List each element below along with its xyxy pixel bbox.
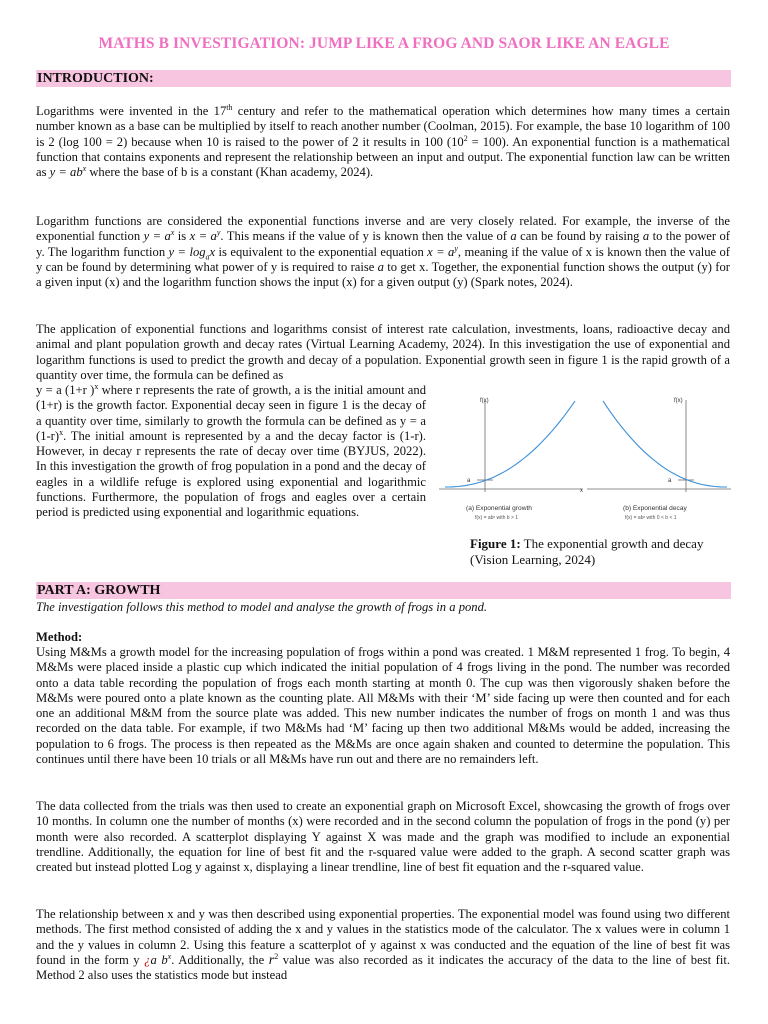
intro-p4-bsup: x [59,427,64,437]
intro-p2-h: to get x. Together, the exponential function shows the output (y) for a given input (x) and the logarithm function shows the input (x) for a given output (y) (Spark notes, 2024). [36,259,730,290]
intro-p2-f4: x = a [427,244,455,259]
intro-p2-d: can be found by raising [516,229,643,244]
part-a-p3-r-sup: 2 [274,951,279,961]
left-a-label: a [467,478,471,484]
introduction-heading: INTRODUCTION: [36,70,731,87]
growth-caption-title: (a) Exponential growth [466,505,532,512]
intro-p1-formula: y = ab [49,165,83,180]
intro-p2-c: . This means if the value of y is known then the value of [220,229,511,244]
x-axis-label: x [580,488,583,494]
right-a-label: a [668,478,672,484]
intro-paragraph-2 [36,214,730,290]
part-a-p3-a: The relationship between x and y was then described using exponential properties. The exponential model was found using two different methods. The first method consisted of adding the x and y values in the statistics mode of the calculator. The x values were in column 1 and the y values in column 2. Using this feature a scatterplot of y against x was conducted and the equation of the line of best fit was found in the form y [36,907,730,967]
left-axis-label: f(x) [480,398,489,404]
right-axis-label: f(x) [674,398,683,404]
intro-p2-f2sup: y [216,228,221,238]
intro-p4-asup: x [94,381,99,391]
page-title: MATHS B INVESTIGATION: JUMP LIKE A FROG AND SAOR LIKE AN EAGLE [98,35,670,52]
intro-p2-f3sub: a [205,252,210,262]
intro-p4-b: where r represents the rate of growth, a is the initial amount and (1+r) is the growth factor. Exponential decay seen in figure 1 is the decay of a quantity over time, similarly to growth the formula can be defined as y = a (1-r) [36,383,426,443]
intro-p2-ai2: a [642,229,650,244]
intro-p2-a: Logarithm functions are considered the exponential functions inverse and are very closely related. For example, the inverse of the exponential function [36,214,730,244]
intro-p2-f2: x = a [189,229,217,244]
intro-p2-f4sup: y [454,243,458,253]
part-a-paragraph-3 [36,907,730,983]
part-a-p3-r: r [268,952,275,968]
intro-paragraph-1 [36,104,730,180]
part-a-p3-q: ¿ [144,952,151,967]
intro-p1-sup: th [226,102,233,112]
intro-p1-text-c: = 100). An exponential function is a mathematical function that contains exponents and represent the relationship between an input and output. The exponential function law can be written as [36,134,730,180]
method-paragraph: Using M&Ms a growth model for the increasing population of frogs within a pond was created. 1 M&M represented 1 frog. To begin, 4 M&Ms were placed inside a plastic cup which indicated the initial population of 4 frogs living in the pond. The number was recorded onto a data table recording the population of frogs each month starting at month 0. The cup was then vigorously shaken before the M&Ms were poured onto a plate known as the counting plate. All M&Ms with their ‘M’ side facing up were then counted and for each one an additional M&M from the source plate was added. This new number indicates the number of frogs on month 1 and was thus recorded on the data table. For example, if two M&Ms had ‘M’ facing up then two additional M&Ms would be added, increasing the population to 6 frogs. The process is then repeated as the M&Ms are once again shaken and counted to determine the population. This continues until there have been 10 trials or all M&Ms have run out and there are no remainders left. [36,645,730,767]
intro-p2-f3: y = log [168,244,206,259]
part-a-heading: PART A: GROWTH [36,582,731,599]
intro-p2-f1sup: x [170,228,175,238]
intro-p1-sup2: 2 [463,133,468,143]
intro-p2-e: to the power of y. The logarithm function [36,229,730,259]
intro-p2-g: , meaning if the value of x is known then the value of y can be found by determining what power of y is required to raise [36,244,730,274]
part-a-p3-formula: a b [150,952,168,967]
part-a-p3-c: value was also recorded as it indicates the accuracy of the data to the line of best fit. Method 2 also uses the statistics mode but instead [36,952,730,983]
intro-p1-text-a: Logarithms were invented in the 17 [36,104,227,118]
decay-curve [603,401,727,487]
intro-p4-a: y = a (1+r ) [36,383,95,397]
intro-paragraph-4 [36,383,426,521]
part-a-p3-b: . Additionally, the [171,952,269,967]
growth-caption-sub: f(x) = abˣ with b > 1 [475,515,519,521]
part-a-p3-formula-sup: x [167,951,172,961]
figure-1-caption [470,536,740,568]
intro-p1-formula-sup: x [82,164,87,173]
figure-1 [437,388,733,528]
intro-p4-c: . The initial amount is represented by a and the decay factor is (1-r). However, in decay r represents the rate of decay over time (BYJUS, 2022). In this investigation the growth of frog population in a pond and the decay of eagles in a wildlife refuge is explored using exponential and logarithmic functions. Furthermore, the population of frogs and eagles over a certain period is predicted using exponential and logarithmic equations. [36,428,426,520]
intro-p1-text-d: where the base of b is a constant (Khan academy, 2024). [86,165,374,180]
decay-caption-title: (b) Exponential decay [623,505,687,512]
part-a-subtitle: The investigation follows this method to model and analyse the growth of frogs in a pond. [36,600,488,614]
intro-p2-f3b: x [209,244,216,259]
exponential-graphs [437,388,733,528]
growth-curve [445,401,575,487]
method-heading: Method: [36,630,83,644]
figure-caption-text: The exponential growth and decay (Vision Learning, 2024) [470,536,704,567]
intro-p2-f1: y = a [143,229,171,244]
part-a-paragraph-2: The data collected from the trials was then used to create an exponential graph on Microsoft Excel, showcasing the growth of frogs over 10 months. In column one the number of months (x) were recorded and in the second column the population of frogs in the pond (y) per month were also recorded. A scatterplot displaying Y against X was made and the graph was modified to include an exponential trendline. Additionally, the equation for line of best fit and the r-squared value were added to the graph. A second scatter graph was created but instead plotted Log y against x, displaying a linear trendline, line of best fit equation and the r-squared value. [36,799,730,875]
decay-caption-sub: f(x) = abˣ with 0 < b < 1 [625,515,677,521]
intro-paragraph-3: The application of exponential functions and logarithms consist of interest rate calculation, investments, loans, radioactive decay and animal and plant population growth and decay rates (Virtual Learning Academy, 2024). In this investigation the use of exponential and logarithm functions is used to predict the growth and decay of a population. Exponential growth seen in figure 1 is the rapid growth of a quantity over time, the formula can be defined as [36,322,730,382]
intro-p2-f: is equivalent to the exponential equation [215,244,428,259]
intro-p2-ai: a [510,229,517,244]
intro-p2-b: is [174,229,190,244]
intro-p1-text-b: century and refer to the mathematical operation which determines how many times a certain number known as a base can be multiplied by itself to reach another number (Coolman, 2015). For example, the base 10 logarithm of 100 is 2 (log 100 = 2) because when 10 is raised to the power of 2 it results in 100 (10 [36,104,730,149]
figure-caption-label: Figure 1: [470,536,521,551]
intro-p2-ai3: a [377,259,384,274]
